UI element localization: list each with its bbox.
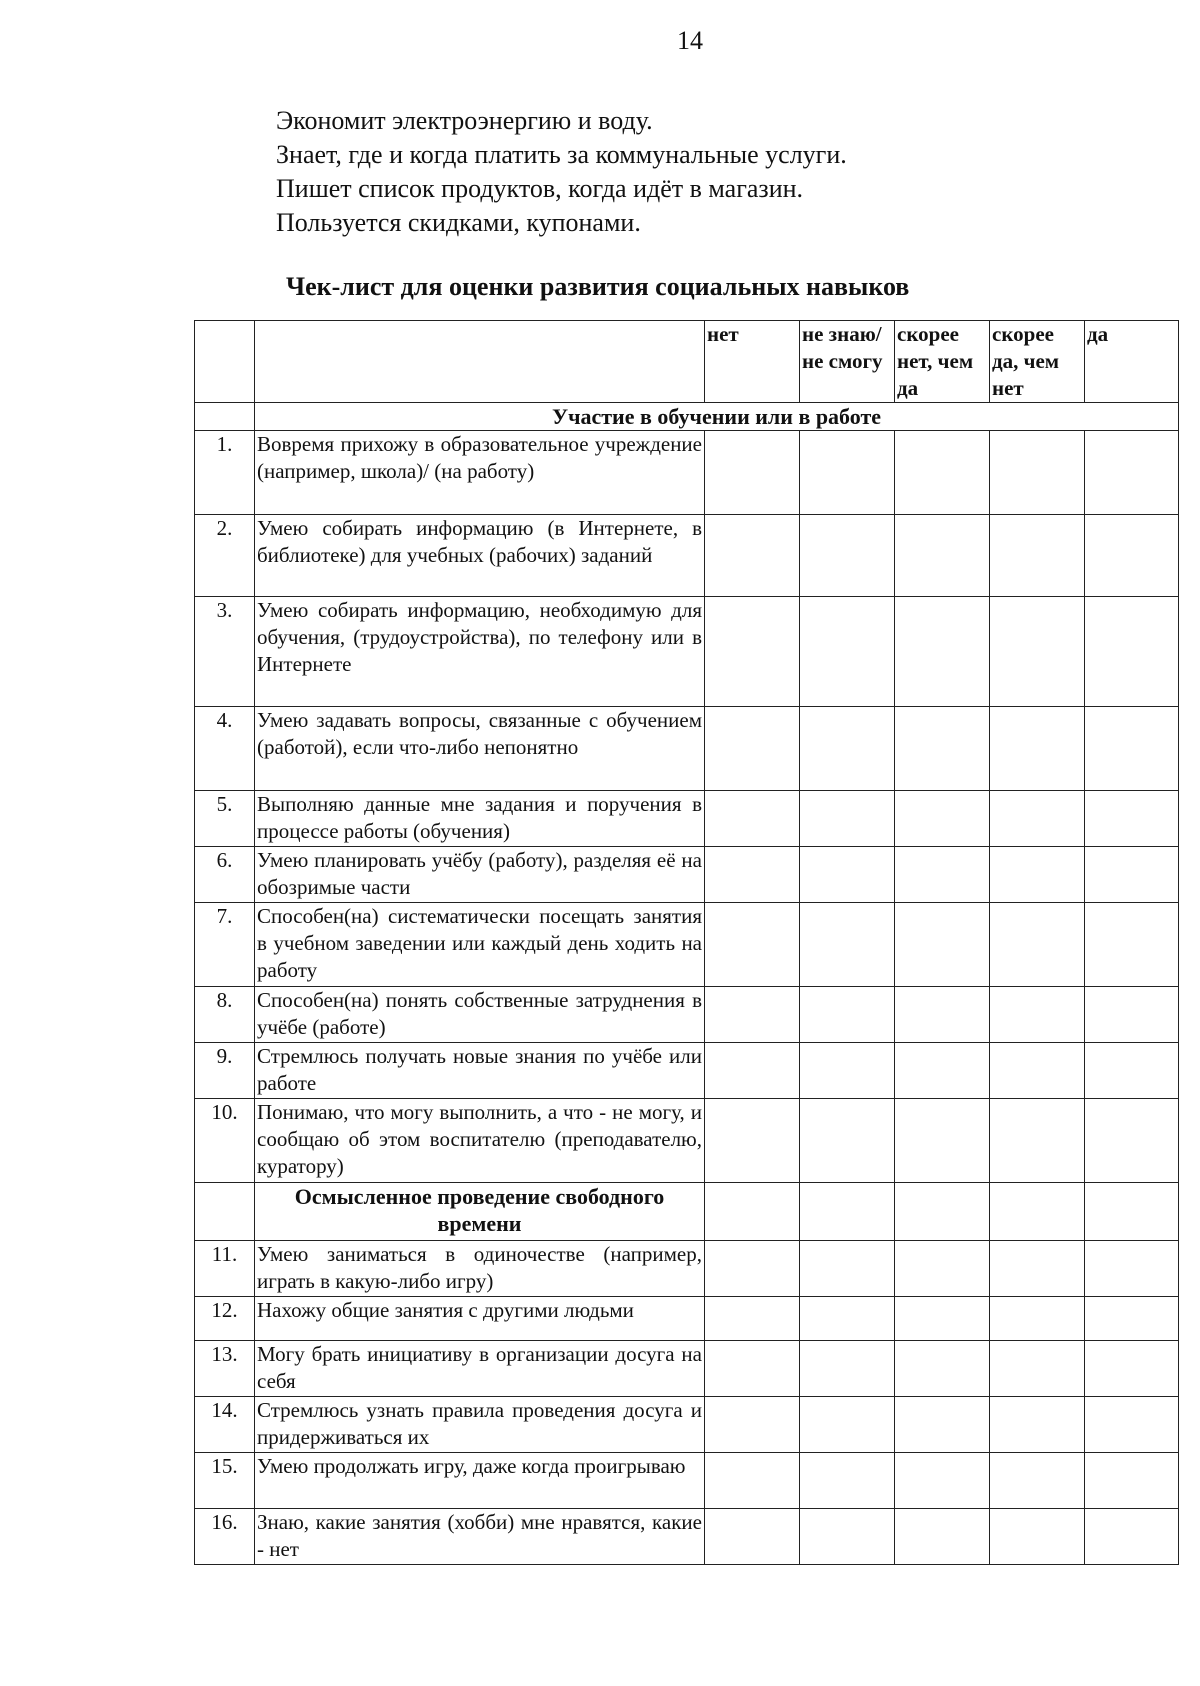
answer-cell[interactable] bbox=[800, 1509, 895, 1565]
answer-cell[interactable] bbox=[705, 1297, 800, 1341]
page-number: 14 bbox=[677, 26, 703, 55]
answer-cell[interactable] bbox=[990, 1099, 1085, 1183]
answer-cell[interactable] bbox=[895, 431, 990, 515]
answer-cell[interactable] bbox=[990, 903, 1085, 987]
row-number: 6. bbox=[195, 847, 255, 903]
intro-line: Знает, где и когда платить за коммунальные услуги. bbox=[276, 140, 847, 169]
answer-cell[interactable] bbox=[990, 431, 1085, 515]
header-row bbox=[195, 321, 1179, 403]
column-header-dont-know: не знаю/ не смогу bbox=[800, 321, 895, 403]
answer-cell[interactable] bbox=[800, 707, 895, 791]
checklist-row bbox=[195, 791, 1179, 847]
answer-cell[interactable] bbox=[1085, 1509, 1179, 1565]
answer-cell[interactable] bbox=[1085, 903, 1179, 987]
answer-cell[interactable] bbox=[705, 903, 800, 987]
answer-cell[interactable] bbox=[705, 1509, 800, 1565]
row-statement: Понимаю, что могу выполнить, а что - не могу, и сообщаю об этом воспитателю (преподавателю, куратору) bbox=[255, 1099, 705, 1183]
section-title: Участие в обучении или в работе bbox=[255, 403, 1179, 431]
answer-cell[interactable] bbox=[705, 987, 800, 1043]
answer-cell[interactable] bbox=[1085, 707, 1179, 791]
answer-cell[interactable] bbox=[1085, 1241, 1179, 1297]
row-statement: Способен(на) понять собственные затруднения в учёбе (работе) bbox=[255, 987, 705, 1043]
answer-cell[interactable] bbox=[800, 1397, 895, 1453]
answer-cell[interactable] bbox=[990, 1297, 1085, 1341]
answer-cell[interactable] bbox=[800, 1453, 895, 1509]
checklist-row bbox=[195, 1341, 1179, 1397]
row-number: 13. bbox=[195, 1341, 255, 1397]
intro-line: Пользуется скидками, купонами. bbox=[276, 208, 641, 237]
answer-cell[interactable] bbox=[705, 431, 800, 515]
answer-cell[interactable] bbox=[895, 847, 990, 903]
answer-cell[interactable] bbox=[705, 1397, 800, 1453]
answer-cell[interactable] bbox=[800, 847, 895, 903]
answer-cell[interactable] bbox=[895, 987, 990, 1043]
checklist-row bbox=[195, 987, 1179, 1043]
row-statement: Способен(на) систематически посещать занятия в учебном заведении или каждый день ходить на работу bbox=[255, 903, 705, 987]
answer-cell[interactable] bbox=[705, 1453, 800, 1509]
answer-cell[interactable] bbox=[895, 1099, 990, 1183]
answer-cell[interactable] bbox=[895, 1297, 990, 1341]
row-statement: Умею заниматься в одиночестве (например, играть в какую-либо игру) bbox=[255, 1241, 705, 1297]
row-statement: Стремлюсь узнать правила проведения досуга и придерживаться их bbox=[255, 1397, 705, 1453]
answer-cell[interactable] bbox=[990, 1397, 1085, 1453]
answer-cell[interactable] bbox=[800, 1099, 895, 1183]
row-statement: Умею собирать информацию, необходимую для обучения, (трудоустройства), по телефону или в Интернете bbox=[255, 597, 705, 707]
answer-cell[interactable] bbox=[1085, 515, 1179, 597]
section-title: Осмысленное проведение свободного времени bbox=[255, 1183, 705, 1241]
column-header-no: нет bbox=[705, 321, 800, 403]
row-statement: Умею продолжать игру, даже когда проигрываю bbox=[255, 1453, 705, 1509]
section-row bbox=[195, 1183, 1179, 1241]
checklist-title: Чек-лист для оценки развития социальных навыков bbox=[286, 272, 910, 301]
answer-cell[interactable] bbox=[895, 791, 990, 847]
row-number: 5. bbox=[195, 791, 255, 847]
checklist-row bbox=[195, 1453, 1179, 1509]
answer-cell[interactable] bbox=[895, 903, 990, 987]
row-number: 2. bbox=[195, 515, 255, 597]
column-header-rather-no: скорее нет, чем да bbox=[895, 321, 990, 403]
row-number: 10. bbox=[195, 1099, 255, 1183]
checklist-row bbox=[195, 1297, 1179, 1341]
checklist-row bbox=[195, 1397, 1179, 1453]
row-statement: Умею планировать учёбу (работу), разделяя её на обозримые части bbox=[255, 847, 705, 903]
answer-cell[interactable] bbox=[1085, 1043, 1179, 1099]
answer-cell[interactable] bbox=[800, 515, 895, 597]
answer-cell[interactable] bbox=[705, 597, 800, 707]
section-row bbox=[195, 403, 1179, 431]
answer-cell[interactable] bbox=[895, 1453, 990, 1509]
answer-cell[interactable] bbox=[800, 597, 895, 707]
row-number: 8. bbox=[195, 987, 255, 1043]
answer-cell[interactable] bbox=[895, 1397, 990, 1453]
answer-cell[interactable] bbox=[895, 515, 990, 597]
row-statement: Стремлюсь получать новые знания по учёбе или работе bbox=[255, 1043, 705, 1099]
column-header-yes: да bbox=[1085, 321, 1179, 403]
answer-cell[interactable] bbox=[1085, 1453, 1179, 1509]
answer-cell[interactable] bbox=[705, 1099, 800, 1183]
checklist-row bbox=[195, 847, 1179, 903]
checklist-row bbox=[195, 515, 1179, 597]
answer-cell[interactable] bbox=[800, 1341, 895, 1397]
answer-cell[interactable] bbox=[1085, 987, 1179, 1043]
row-number: 11. bbox=[195, 1241, 255, 1297]
row-number: 9. bbox=[195, 1043, 255, 1099]
answer-cell[interactable] bbox=[990, 515, 1085, 597]
row-number: 12. bbox=[195, 1297, 255, 1341]
answer-cell[interactable] bbox=[800, 903, 895, 987]
row-number: 7. bbox=[195, 903, 255, 987]
row-number: 3. bbox=[195, 597, 255, 707]
intro-text bbox=[276, 104, 847, 240]
row-statement: Нахожу общие занятия с другими людьми bbox=[255, 1297, 705, 1341]
row-statement: Умею собирать информацию (в Интернете, в библиотеке) для учебных (рабочих) заданий bbox=[255, 515, 705, 597]
checklist-row bbox=[195, 1099, 1179, 1183]
row-statement: Знаю, какие занятия (хобби) мне нравятся, какие - нет bbox=[255, 1509, 705, 1565]
header-item-cell bbox=[255, 321, 705, 403]
row-number: 4. bbox=[195, 707, 255, 791]
answer-cell[interactable] bbox=[990, 987, 1085, 1043]
answer-cell[interactable] bbox=[1085, 847, 1179, 903]
intro-line: Экономит электроэнергию и воду. bbox=[276, 106, 653, 135]
answer-cell[interactable] bbox=[990, 847, 1085, 903]
column-header-rather-yes: скорее да, чем нет bbox=[990, 321, 1085, 403]
answer-cell[interactable] bbox=[705, 1341, 800, 1397]
answer-cell[interactable] bbox=[1085, 1341, 1179, 1397]
answer-cell[interactable] bbox=[895, 1509, 990, 1565]
checklist-row bbox=[195, 1241, 1179, 1297]
answer-cell[interactable] bbox=[1085, 1099, 1179, 1183]
header-num-cell bbox=[195, 321, 255, 403]
answer-cell[interactable] bbox=[800, 1297, 895, 1341]
checklist-row bbox=[195, 1043, 1179, 1099]
answer-cell[interactable] bbox=[705, 847, 800, 903]
row-number: 1. bbox=[195, 431, 255, 515]
answer-cell[interactable] bbox=[800, 791, 895, 847]
answer-cell[interactable] bbox=[895, 597, 990, 707]
answer-cell[interactable] bbox=[705, 791, 800, 847]
answer-cell[interactable] bbox=[990, 597, 1085, 707]
checklist-row bbox=[195, 597, 1179, 707]
answer-cell[interactable] bbox=[800, 1043, 895, 1099]
answer-cell[interactable] bbox=[800, 987, 895, 1043]
answer-cell[interactable] bbox=[990, 1241, 1085, 1297]
intro-line: Пишет список продуктов, когда идёт в магазин. bbox=[276, 174, 804, 203]
answer-cell[interactable] bbox=[1085, 597, 1179, 707]
checklist-row bbox=[195, 707, 1179, 791]
row-statement: Могу брать инициативу в организации досуга на себя bbox=[255, 1341, 705, 1397]
row-statement: Умею задавать вопросы, связанные с обучением (работой), если что-либо непонятно bbox=[255, 707, 705, 791]
checklist-row bbox=[195, 1509, 1179, 1565]
answer-cell[interactable] bbox=[990, 1341, 1085, 1397]
row-statement: Вовремя прихожу в образовательное учреждение (например, школа)/ (на работу) bbox=[255, 431, 705, 515]
answer-cell[interactable] bbox=[800, 431, 895, 515]
answer-cell[interactable] bbox=[1085, 1297, 1179, 1341]
answer-cell[interactable] bbox=[990, 1509, 1085, 1565]
checklist-table bbox=[194, 320, 1179, 1565]
answer-cell[interactable] bbox=[1085, 1397, 1179, 1453]
checklist-row bbox=[195, 431, 1179, 515]
row-statement: Выполняю данные мне задания и поручения в процессе работы (обучения) bbox=[255, 791, 705, 847]
section2-rows bbox=[195, 1241, 1179, 1565]
section1-rows bbox=[195, 431, 1179, 1183]
answer-cell[interactable] bbox=[990, 707, 1085, 791]
checklist-row bbox=[195, 903, 1179, 987]
answer-cell[interactable] bbox=[800, 1241, 895, 1297]
answer-cell[interactable] bbox=[705, 515, 800, 597]
answer-cell[interactable] bbox=[990, 791, 1085, 847]
answer-cell[interactable] bbox=[990, 1453, 1085, 1509]
answer-cell[interactable] bbox=[705, 1043, 800, 1099]
answer-cell[interactable] bbox=[895, 1043, 990, 1099]
answer-cell[interactable] bbox=[1085, 431, 1179, 515]
answer-cell[interactable] bbox=[705, 1241, 800, 1297]
answer-cell[interactable] bbox=[895, 1241, 990, 1297]
answer-cell[interactable] bbox=[990, 1043, 1085, 1099]
answer-cell[interactable] bbox=[705, 707, 800, 791]
row-number: 16. bbox=[195, 1509, 255, 1565]
answer-cell[interactable] bbox=[1085, 791, 1179, 847]
row-number: 14. bbox=[195, 1397, 255, 1453]
answer-cell[interactable] bbox=[895, 707, 990, 791]
answer-cell[interactable] bbox=[895, 1341, 990, 1397]
row-number: 15. bbox=[195, 1453, 255, 1509]
